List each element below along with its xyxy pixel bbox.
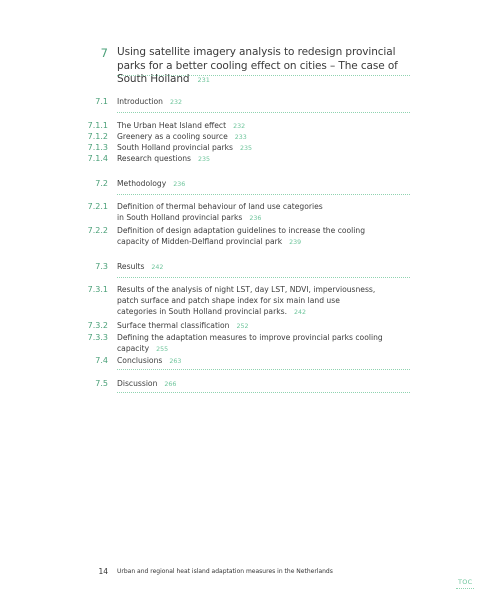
dotted-separator [117, 277, 410, 278]
entry-title: The Urban Heat Island effect [117, 121, 227, 130]
entry-title: Discussion [117, 379, 158, 388]
entry-number: 7.1 [95, 97, 108, 106]
entry-title: Surface thermal classification [117, 321, 230, 330]
entry-number: 7.3 [95, 262, 108, 271]
toc-link-underline [456, 588, 474, 589]
dotted-separator [117, 194, 410, 195]
entry-page: 236 [249, 215, 262, 222]
entry-page: 242 [151, 264, 164, 271]
entry-number: 7.3.1 [87, 285, 108, 294]
dotted-separator [117, 112, 410, 113]
entry-page: 232 [170, 99, 183, 106]
dotted-separator [117, 392, 410, 393]
entry-title-line: Results of the analysis of night LST, day LST, NDVI, imperviousness, [117, 285, 376, 294]
entry-number: 7.2.1 [87, 202, 108, 211]
entry-title-line: Definition of thermal behaviour of land use categories [117, 202, 323, 211]
dotted-separator [117, 369, 410, 370]
entry-title: Results [117, 262, 145, 271]
entry-title-line: categories in South Holland provincial parks. [117, 307, 287, 316]
entry-number: 7.5 [95, 379, 108, 388]
entry-number: 7.1.4 [87, 154, 108, 163]
entry-page: 239 [289, 239, 302, 246]
entry-page: 255 [156, 346, 169, 353]
entry-page: 235 [198, 156, 211, 163]
chapter-page: 231 [197, 76, 210, 84]
footer-title: Urban and regional heat island adaptation measures in the Netherlands [117, 568, 333, 575]
entry-page: 242 [293, 309, 307, 316]
entry-page: 236 [173, 181, 186, 188]
entry-title: Research questions [117, 154, 192, 163]
entry-page: 232 [233, 123, 246, 130]
entry-number: 7.1.3 [87, 143, 108, 152]
entry-title: Methodology [117, 179, 167, 188]
entry-page: 266 [164, 381, 177, 388]
entry-title-line: patch surface and patch shape index for six main land use [117, 296, 340, 305]
entry-number: 7.1.2 [87, 132, 108, 141]
entry-title: South Holland provincial parks [117, 143, 234, 152]
entry-number: 7.2.2 [87, 226, 108, 235]
entry-title-line: in South Holland provincial parks [117, 213, 243, 222]
entry-page: 233 [234, 134, 247, 141]
entry-page: 263 [169, 358, 182, 365]
entry-page: 235 [240, 145, 253, 152]
entry-title-line: Definition of design adaptation guidelines to increase the cooling [117, 226, 366, 235]
chapter-title-text: Using satellite imagery analysis to redesign provincial parks for a better cooling effect on cities – The case of South Holland [117, 46, 398, 85]
dotted-separator [117, 75, 410, 76]
entry-title: Defining the adaptation measures to improve provincial parks cooling capacity [117, 333, 383, 353]
entry-page: 252 [236, 323, 249, 330]
entry-number: 7.4 [95, 356, 108, 365]
toc-link[interactable]: TOC [458, 578, 473, 586]
entry-title: Greenery as a cooling source [117, 132, 228, 141]
entry-title-line: capacity of Midden-Delfland provincial park [117, 237, 283, 246]
chapter-title[interactable] [117, 46, 417, 88]
entry-number: 7.3.2 [87, 321, 108, 330]
chapter-number: 7 [100, 46, 108, 60]
entry-number: 7.3.3 [87, 333, 108, 342]
entry-title: Conclusions [117, 356, 163, 365]
entry-number: 7.1.1 [87, 121, 108, 130]
footer-page-number: 14 [98, 567, 108, 576]
entry-title: Introduction [117, 97, 163, 106]
entry-number: 7.2 [95, 179, 108, 188]
